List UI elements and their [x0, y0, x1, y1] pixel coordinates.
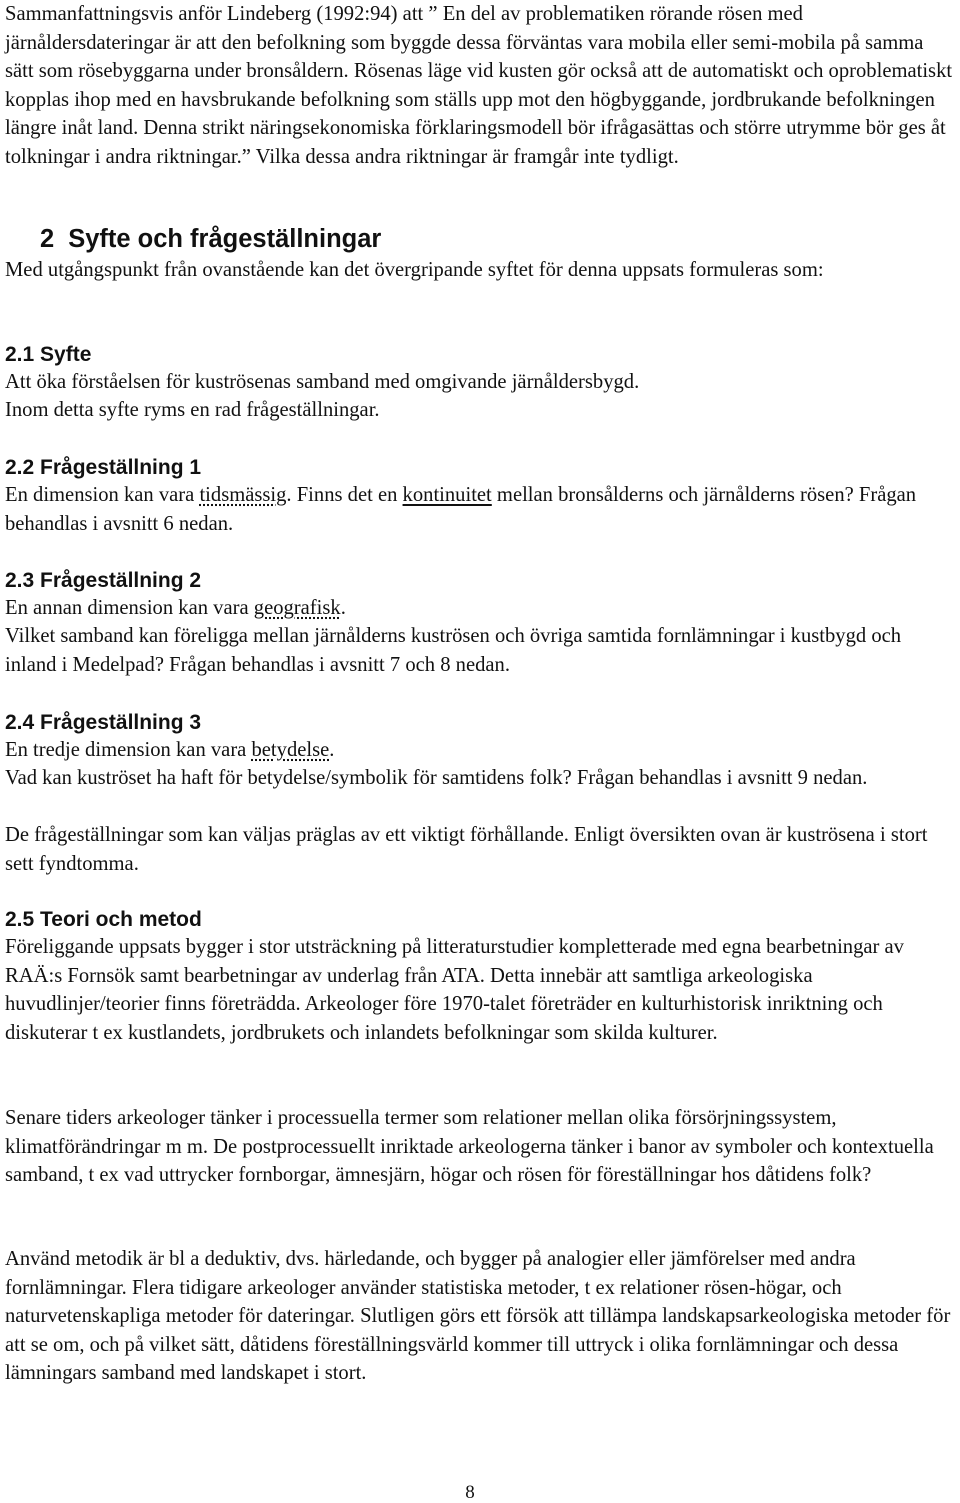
text-fragment: En tredje dimension kan vara [5, 739, 252, 761]
keyword-betydelse: betydelse [251, 739, 330, 761]
fragestallning-3-line-1 [5, 736, 334, 765]
section-intro: Med utgångspunkt från ovanstående kan det övergripande syftet för denna uppsats formuleras som: [5, 259, 824, 281]
teori-paragraph-3: Använd metodik är bl a deduktiv, dvs. härledande, och bygger på analogier eller jämförelser med andra fornlämningar. Flera tidigare arkeologer använder statistiska metoder, t ex relationer rösen-högar, och naturvetenskapliga metoder för dateringar. Slutligen görs ett försök att tillämpa landskapsarkeologiska metoder för att se om, och på vilket sätt, dåtidens föreställningsvärld kommer till uttryck i olika fornlämningar och dessa lämningars samband med landskapet i stort. [5, 1248, 951, 1385]
fragestallning-1-text [5, 481, 957, 538]
fragestallning-3-text: Vad kan kuströset ha haft för betydelse/symbolik för samtidens folk? Frågan behandlas i avsnitt 9 nedan. [5, 767, 868, 789]
text-fragment: mellan bronsålderns och järnålderns rösen? Frågan behandlas i avsnitt 6 nedan. [5, 484, 917, 535]
text-fragment: . [340, 597, 346, 619]
page-number: 8 [465, 1482, 475, 1503]
subsection-heading-fragestallning-1: 2.2 Frågeställning 1 [5, 456, 202, 479]
subsection-heading-fragestallning-2: 2.3 Frågeställning 2 [5, 569, 202, 592]
section-number: 2 [40, 225, 55, 253]
intro-paragraph: Sammanfattningsvis anför Lindeberg (1992:94) att ” En del av problematiken rörande rösen med järnåldersdateringar är att den befolkning som byggde dessa förväntas vara mobila eller semi-mobila på samma sätt som rösebyggarna under bronsåldern. Rösenas läge vid kusten gör också att de automatiskt och oproblematiskt kopplas ihop med en havsbrukande befolkning som ställs upp mot den högbyggande, jordbrukande befolkningen längre inåt land. Denna strikt näringsekonomiska förklaringsmodell bör ifrågasättas och större utrymme bör ges åt tolkningar i andra riktningar.” Vilka dessa andra riktningar är framgår inte tydligt. [5, 3, 953, 168]
text-fragment: En dimension kan vara [5, 484, 200, 506]
section-title: Syfte och frågeställningar [68, 225, 382, 253]
subsection-heading-syfte: 2.1 Syfte [5, 343, 92, 366]
subsection-heading-fragestallning-3: 2.4 Frågeställning 3 [5, 711, 202, 734]
fragestallning-3-note: De frågeställningar som kan väljas präglas av ett viktigt förhållande. Enligt översikten ovan är kuströsena i stort sett fyndtomma. [5, 824, 928, 875]
subsection-heading-teori-och-metod: 2.5 Teori och metod [5, 908, 202, 931]
keyword-geografisk: geografisk [253, 597, 341, 619]
fragestallning-2-line-1 [5, 594, 346, 623]
syfte-line-2: Inom detta syfte ryms en rad frågeställningar. [5, 399, 380, 421]
keyword-tidsmassig: tidsmässig [199, 484, 287, 506]
section-heading [5, 224, 381, 254]
text-fragment: . Finns det en [286, 484, 403, 506]
teori-paragraph-2: Senare tiders arkeologer tänker i processuella termer som relationer mellan olika försörjningssystem, klimatförändringar m m. De postprocessuellt inriktade arkeologerna tänker i banor av symboler och kontextuella samband, t ex vad uttrycker fornborgar, ämnesjärn, högar och rösen för föreställningar hos dåtidens folk? [5, 1107, 934, 1187]
syfte-line-1: Att öka förståelsen för kuströsenas samband med omgivande järnåldersbygd. [5, 371, 640, 393]
text-fragment: . [329, 739, 335, 761]
text-fragment: En annan dimension kan vara [5, 597, 254, 619]
fragestallning-2-text: Vilket samband kan föreligga mellan järnålderns kuströsen och övriga samtida fornlämningar i kustbygd och inland i Medelpad? Frågan behandlas i avsnitt 7 och 8 nedan. [5, 625, 902, 676]
teori-paragraph-1: Föreliggande uppsats bygger i stor utsträckning på litteraturstudier kompletterade med egna bearbetningar av RAÄ:s Fornsök samt bearbetningar av underlag från ATA. Detta innebär att samtliga arkeologiska huvudlinjer/teorier finns företrädda. Arkeologer före 1970-talet företräder en kulturhistorisk inriktning och diskuterar t ex kustlandets, jordbrukets och inlandets befolkningar som skilda kulturer. [5, 936, 904, 1044]
keyword-kontinuitet: kontinuitet [402, 484, 492, 506]
